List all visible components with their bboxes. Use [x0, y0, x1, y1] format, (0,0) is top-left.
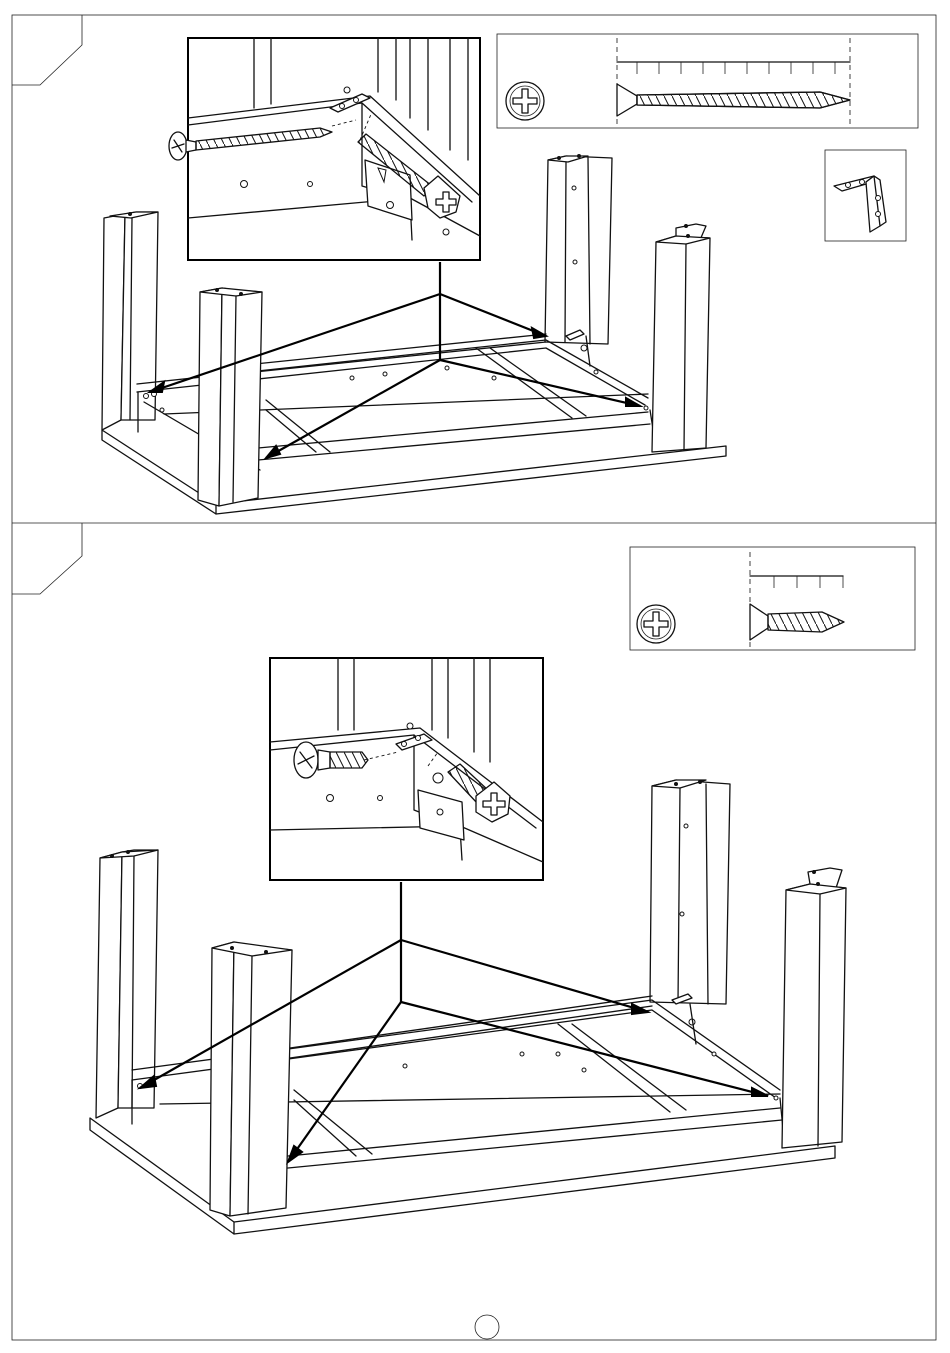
l-bracket-panel: [825, 150, 906, 241]
short-length-ruler: [750, 576, 843, 588]
phillips-icon: [506, 82, 544, 120]
page-number: [476, 1316, 498, 1338]
step-1-corner-tab: [12, 15, 82, 85]
step-1-screw-panel: [497, 34, 918, 128]
short-screw-icon: [750, 604, 844, 640]
length-ruler: [617, 62, 850, 74]
long-screw-icon: [617, 84, 850, 116]
step-2-screw-panel: [630, 547, 915, 650]
phillips-icon: [637, 605, 675, 643]
step-2-detail-inset: [270, 658, 543, 880]
step-1-detail-inset: [169, 38, 480, 260]
l-bracket-icon: [834, 176, 886, 232]
step-2-corner-tab: [12, 523, 82, 594]
